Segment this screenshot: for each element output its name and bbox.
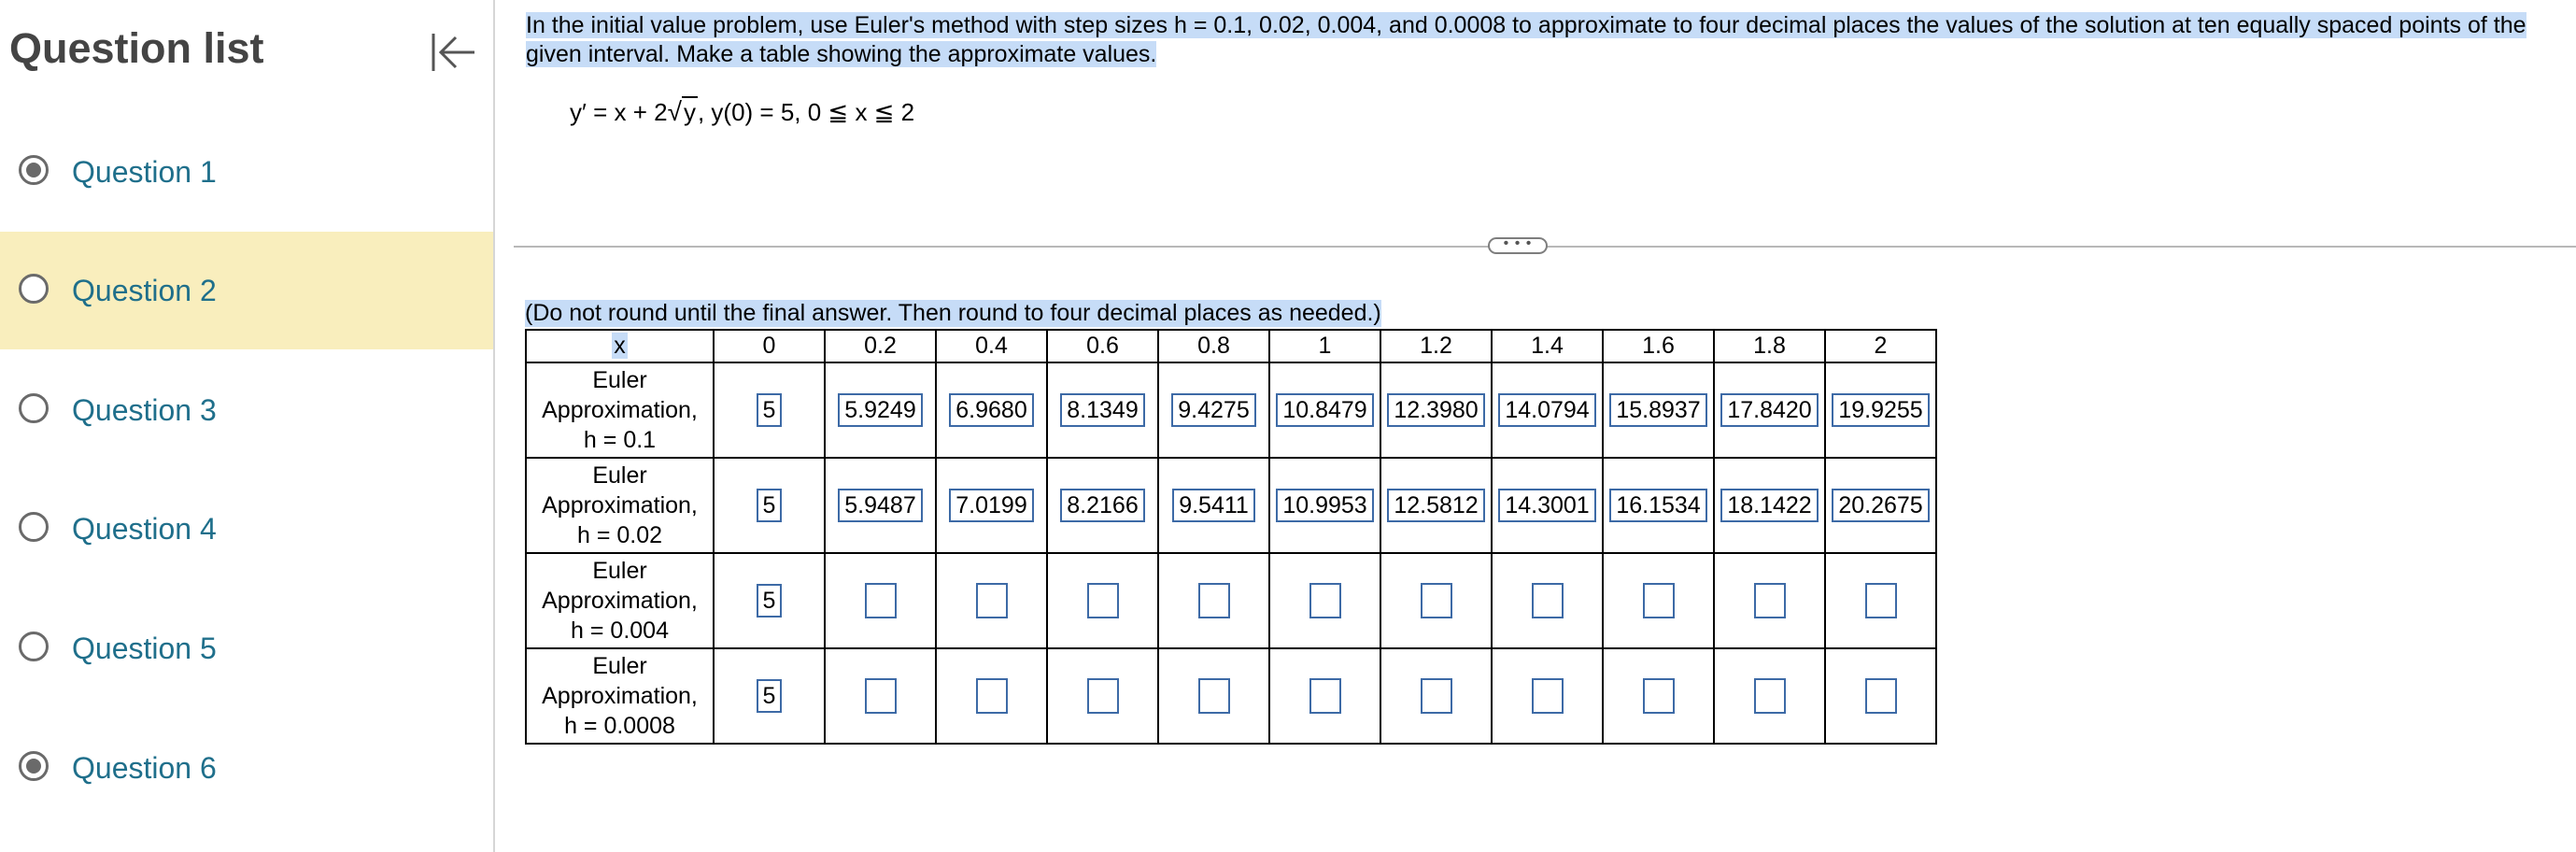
header-x-value: 0.2: [825, 330, 936, 362]
answer-input[interactable]: [1087, 678, 1119, 714]
splitter-handle[interactable]: • • •: [1488, 237, 1548, 254]
question-label: Question 4: [72, 512, 217, 546]
row-label: [526, 362, 714, 458]
row-label: [526, 648, 714, 744]
table-cell: [1269, 458, 1380, 553]
answer-box[interactable]: 8.2166: [1060, 489, 1144, 522]
header-x-value: 0.8: [1158, 330, 1269, 362]
table-cell: [714, 362, 825, 458]
radio-icon: [19, 393, 49, 423]
question-label: Question 1: [72, 155, 217, 189]
header-x-value: 1: [1269, 330, 1380, 362]
answer-box[interactable]: 7.0199: [949, 489, 1033, 522]
table-cell: [936, 648, 1047, 744]
table-cell: [1714, 648, 1825, 744]
row-label-line: Euler: [592, 653, 647, 679]
table-cell: [936, 553, 1047, 648]
answer-input[interactable]: [1087, 583, 1119, 618]
answer-box[interactable]: 9.5411: [1172, 489, 1255, 522]
answer-box[interactable]: 18.1422: [1720, 489, 1818, 522]
sidebar-item-question-4[interactable]: [0, 470, 493, 588]
answer-input[interactable]: [1421, 678, 1452, 714]
table-row: [526, 553, 1936, 648]
table-cell: [1269, 553, 1380, 648]
table-row: [526, 362, 1936, 458]
answer-box[interactable]: 5: [757, 393, 783, 427]
table-cell: [1603, 458, 1714, 553]
euler-table: [525, 329, 1937, 745]
answer-input[interactable]: [1198, 678, 1230, 714]
collapse-left-icon[interactable]: [428, 28, 478, 77]
table-cell: [1158, 362, 1269, 458]
answer-box[interactable]: 5: [757, 584, 783, 618]
answer-box[interactable]: 5.9487: [838, 489, 922, 522]
answer-input[interactable]: [1643, 678, 1675, 714]
table-cell: [1269, 362, 1380, 458]
table-cell: [1380, 458, 1492, 553]
answer-box[interactable]: 19.9255: [1832, 393, 1929, 427]
table-cell: [1492, 362, 1603, 458]
table-cell: [1714, 458, 1825, 553]
equation-conditions: , y(0) = 5, 0 ≦ x ≦ 2: [697, 98, 915, 126]
answer-input[interactable]: [1754, 583, 1786, 618]
table-cell: [1158, 553, 1269, 648]
table-cell: [825, 458, 936, 553]
radio-icon: [19, 512, 49, 542]
row-label-line: h = 0.0008: [564, 713, 675, 739]
table-cell: [1603, 362, 1714, 458]
answer-box[interactable]: 10.8479: [1276, 393, 1373, 427]
table-cell: [1825, 458, 1936, 553]
row-label-line: h = 0.02: [576, 522, 663, 548]
answer-box[interactable]: 20.2675: [1832, 489, 1929, 522]
header-x-value: 0.4: [936, 330, 1047, 362]
answer-input[interactable]: [1198, 583, 1230, 618]
question-label: Question 6: [72, 751, 217, 785]
header-x-value: 0: [714, 330, 825, 362]
answered-radio-icon: [19, 751, 49, 781]
answer-box[interactable]: 10.9953: [1276, 489, 1373, 522]
problem-statement: [526, 11, 2576, 69]
answer-input[interactable]: [865, 583, 897, 618]
answer-box[interactable]: 5.9249: [838, 393, 922, 427]
table-cell: [1047, 553, 1158, 648]
answer-box[interactable]: 9.4275: [1171, 393, 1255, 427]
answer-input[interactable]: [1643, 583, 1675, 618]
table-cell: [1047, 458, 1158, 553]
sqrt-icon: √: [667, 97, 682, 126]
table-cell: [1492, 553, 1603, 648]
table-cell: [1047, 648, 1158, 744]
sidebar-item-question-1[interactable]: [0, 113, 493, 231]
answer-input[interactable]: [1309, 583, 1341, 618]
table-cell: [714, 458, 825, 553]
table-cell: [1714, 553, 1825, 648]
answer-box[interactable]: 17.8420: [1720, 393, 1818, 427]
answer-box[interactable]: 5: [757, 679, 783, 713]
header-x-value: 0.6: [1047, 330, 1158, 362]
table-cell: [1158, 458, 1269, 553]
table-cell: [1380, 362, 1492, 458]
answer-box[interactable]: 15.8937: [1609, 393, 1706, 427]
sidebar-item-question-3[interactable]: [0, 351, 493, 469]
table-cell: [825, 648, 936, 744]
answer-input[interactable]: [1421, 583, 1452, 618]
table-header-row: [526, 330, 1936, 362]
question-label: Question 2: [72, 274, 217, 307]
answer-box[interactable]: 6.9680: [949, 393, 1033, 427]
table-cell: [1047, 362, 1158, 458]
table-cell: [825, 362, 936, 458]
row-label-line: h = 0.004: [571, 618, 669, 644]
answer-input[interactable]: [865, 678, 897, 714]
question-label: Question 3: [72, 393, 217, 427]
answer-box[interactable]: 12.5812: [1387, 489, 1484, 522]
header-x: x: [526, 330, 714, 362]
answer-box[interactable]: 14.3001: [1498, 489, 1595, 522]
table-cell: [1603, 648, 1714, 744]
row-label-line: Euler: [592, 558, 647, 584]
answer-input[interactable]: [1532, 678, 1564, 714]
table-cell: [714, 648, 825, 744]
radio-icon: [19, 632, 49, 661]
sqrt-argument: y: [683, 98, 696, 126]
row-label-line: Approximation,: [542, 492, 698, 518]
question-label: Question 5: [72, 632, 217, 665]
sidebar-title: Question list: [9, 24, 264, 72]
table-cell: [1380, 553, 1492, 648]
row-label-line: Approximation,: [542, 683, 698, 709]
answer-input[interactable]: [976, 678, 1008, 714]
header-x-value: 1.4: [1492, 330, 1603, 362]
question-sidebar: [0, 0, 495, 852]
instruction-text: (Do not round until the final answer. Then round to four decimal places as needed.): [525, 300, 1381, 326]
table-cell: [1714, 362, 1825, 458]
header-x-value: 1.8: [1714, 330, 1825, 362]
header-x-value: 1.6: [1603, 330, 1714, 362]
answer-input[interactable]: [976, 583, 1008, 618]
equation-lhs: y′ = x + 2: [570, 98, 668, 126]
row-label: [526, 458, 714, 553]
table-cell: [1603, 553, 1714, 648]
table-cell: [1380, 648, 1492, 744]
answer-input[interactable]: [1865, 678, 1897, 714]
table-cell: [936, 362, 1047, 458]
answer-box[interactable]: 5: [757, 489, 783, 522]
table-cell: [936, 458, 1047, 553]
row-label: [526, 553, 714, 648]
answered-radio-icon: [19, 155, 49, 185]
header-x-value: 1.2: [1380, 330, 1492, 362]
row-label-line: Euler: [592, 367, 647, 393]
sidebar-item-question-2[interactable]: [0, 232, 493, 349]
table-cell: [1158, 648, 1269, 744]
row-label-line: Approximation,: [542, 588, 698, 614]
row-label-line: Approximation,: [542, 397, 698, 423]
answer-input[interactable]: [1865, 583, 1897, 618]
table-cell: [1825, 648, 1936, 744]
answer-input[interactable]: [1532, 583, 1564, 618]
header-x-value: 2: [1825, 330, 1936, 362]
row-label-line: Euler: [592, 462, 647, 489]
problem-text: In the initial value problem, use Euler's method with step sizes h = 0.1, 0.02, 0.004, and 0.0008 to approximate to four decimal places the values of the solution at ten equally spaced points of the given interval. Make a table showing the approximate values.: [526, 12, 2526, 67]
equation: [570, 97, 914, 127]
radio-icon: [19, 274, 49, 304]
question-panel: [495, 0, 2576, 852]
sidebar-item-question-6[interactable]: [0, 709, 493, 827]
table-cell: [1492, 648, 1603, 744]
answer-box[interactable]: 12.3980: [1387, 393, 1484, 427]
answer-box[interactable]: 14.0794: [1498, 393, 1595, 427]
row-label-line: h = 0.1: [583, 427, 657, 453]
table-row: [526, 458, 1936, 553]
answer-input[interactable]: [1754, 678, 1786, 714]
sidebar-item-question-5[interactable]: [0, 589, 493, 707]
answer-box[interactable]: 16.1534: [1609, 489, 1706, 522]
table-cell: [1492, 458, 1603, 553]
table-cell: [1269, 648, 1380, 744]
table-row: [526, 648, 1936, 744]
table-cell: [714, 553, 825, 648]
table-cell: [1825, 553, 1936, 648]
table-cell: [1825, 362, 1936, 458]
table-cell: [825, 553, 936, 648]
answer-input[interactable]: [1309, 678, 1341, 714]
answer-box[interactable]: 8.1349: [1060, 393, 1144, 427]
